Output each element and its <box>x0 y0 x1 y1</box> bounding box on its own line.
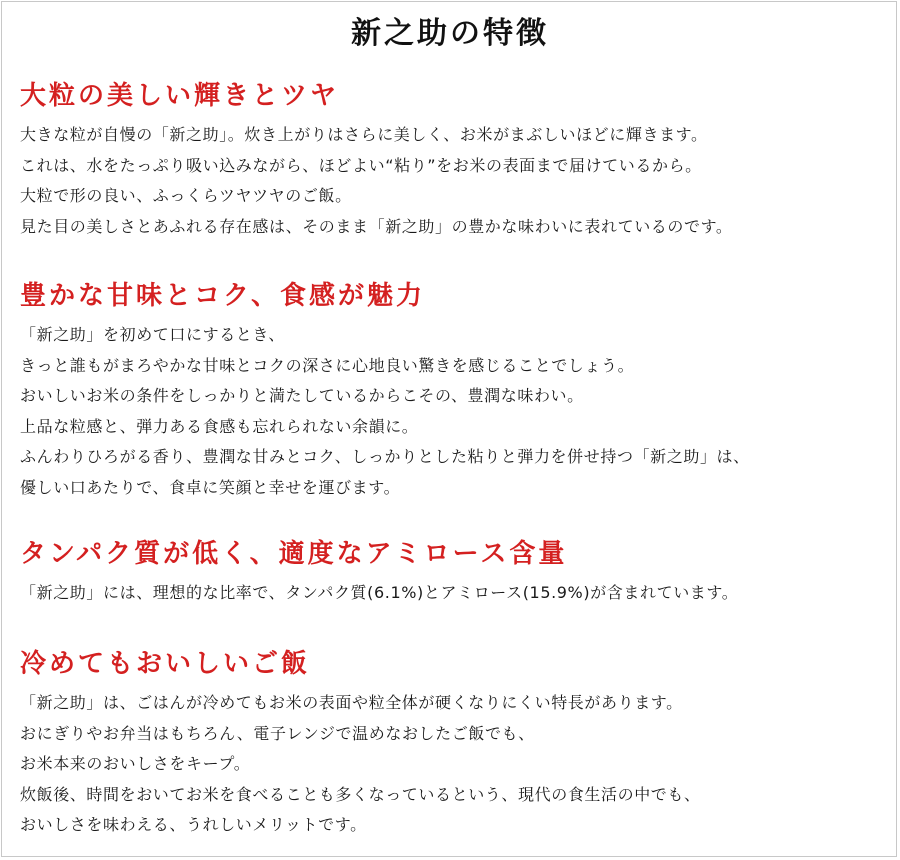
section-heading: タンパク質が低く、適度なアミロース含量 <box>20 539 568 569</box>
section-heading: 冷めてもおいしいご飯 <box>20 649 311 679</box>
section-heading: 豊かな甘味とコク、食感が魅力 <box>20 281 425 311</box>
section-large-grain <box>20 76 890 242</box>
body-line: これは、水をたっぷり吸い込みながら、ほどよい“粘り”をお米の表面まで届けているから。 <box>20 155 702 175</box>
body-line: 見た目の美しさとあふれる存在感は、そのまま「新之助」の豊かな味わいに表れているのです。 <box>20 216 733 236</box>
section-sweetness-texture <box>20 276 890 503</box>
section-heading: 大粒の美しい輝きとツヤ <box>20 81 340 111</box>
section-protein-amylose <box>20 534 890 609</box>
body-line: きっと誰もがまろやかな甘味とコクの深さに心地良い驚きを感じることでしょう。 <box>20 355 635 375</box>
page-title: 新之助の特徴 <box>351 16 549 51</box>
body-line: 大きな粒が自慢の「新之助」。炊き上がりはさらに美しく、お米がまぶしいほどに輝きます。 <box>20 125 708 144</box>
body-line: 「新之助」は、ごはんが冷めてもお米の表面や粒全体が硬くなりにくい特長があります。 <box>20 693 683 712</box>
body-line: 「新之助」には、理想的な比率で、タンパク質(6.1%)とアミロース(15.9%)が含まれています。 <box>20 583 739 602</box>
body-line: 大粒で形の良い、ふっくらツヤツヤのご飯。 <box>20 186 352 205</box>
body-line: 上品な粒感と、弾力ある食感も忘れられない余韻に。 <box>20 416 419 436</box>
body-line: お米本来のおいしさをキープ。 <box>20 754 251 773</box>
body-line: おいしさを味わえる、うれしいメリットです。 <box>20 815 367 834</box>
body-line: おいしいお米の条件をしっかりと満たしているからこその、豊潤な味わい。 <box>20 386 584 405</box>
body-line: おにぎりやお弁当はもちろん、電子レンジで温めなおしたご飯でも、 <box>20 723 535 743</box>
body-line: 炊飯後、時間をおいてお米を食べることも多くなっているという、現代の食生活の中でも、 <box>20 784 701 804</box>
body-line: 「新之助」を初めて口にするとき、 <box>20 325 285 344</box>
section-delicious-cold <box>20 644 890 841</box>
body-line: 優しい口あたりで、食卓に笑顔と幸せを運びます。 <box>20 477 401 497</box>
body-line: ふんわりひろがる香り、豊潤な甘みとコク、しっかりとした粘りと弾力を併せ持つ「新之助」は、 <box>20 447 750 466</box>
